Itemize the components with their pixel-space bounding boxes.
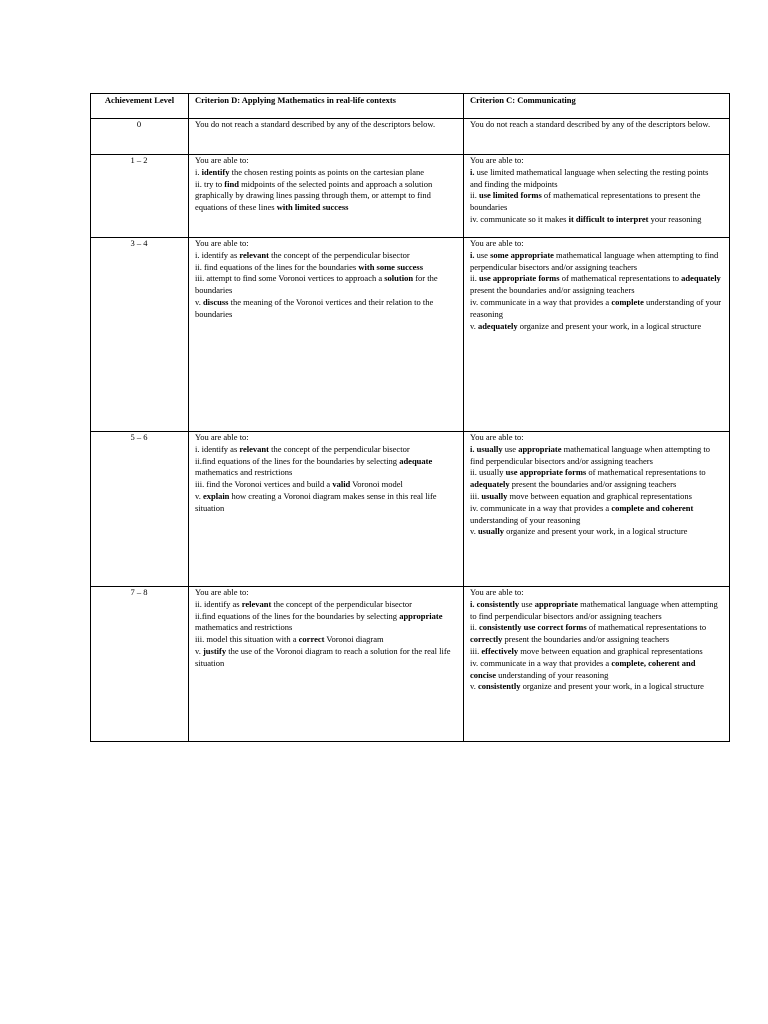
text-run: organize and present your work, in a logical structure xyxy=(503,526,688,537)
text-run: Voronoi diagram xyxy=(324,634,384,645)
descriptor-line xyxy=(470,190,722,214)
descriptor-line xyxy=(195,456,456,480)
descriptor-line xyxy=(195,491,456,515)
descriptor-line xyxy=(470,155,722,167)
bold-text: adequately xyxy=(470,479,510,490)
text-run: present the boundaries and/or assigning teachers xyxy=(470,285,635,296)
table-row xyxy=(91,119,730,155)
bold-text: justify xyxy=(202,645,227,656)
bold-text: identify xyxy=(201,166,230,177)
bold-text: usually xyxy=(477,526,504,537)
descriptor-line xyxy=(470,444,722,468)
bold-text: it difficult to interpret xyxy=(568,213,649,224)
text-run: iii. find the Voronoi vertices and build a xyxy=(195,479,333,490)
descriptor-line xyxy=(470,167,722,191)
rubric-table xyxy=(90,93,730,742)
bold-text: relevant xyxy=(241,598,272,609)
text-run: the concept of the perpendicular bisector xyxy=(268,249,410,260)
text-run: understanding of your reasoning xyxy=(470,514,581,525)
descriptor-line xyxy=(195,262,456,274)
descriptor-line xyxy=(470,432,722,444)
bold-text: discuss xyxy=(202,296,229,307)
bold-text: complete, coherent and concise xyxy=(470,657,696,680)
bold-text: correct xyxy=(298,634,325,645)
text-run: of mathematical representations to present the boundaries xyxy=(470,190,701,213)
text-run: iv. communicate in a way that provides a xyxy=(470,296,612,307)
descriptor-line xyxy=(470,503,722,527)
criterion-c-cell xyxy=(464,432,730,587)
text-run: of mathematical representations to xyxy=(586,622,707,633)
bold-text: with some success xyxy=(358,261,424,272)
criterion-d-cell xyxy=(189,119,464,155)
text-run: the concept of the perpendicular bisector xyxy=(271,598,413,609)
text-run: ii. xyxy=(470,273,479,284)
level-cell: 3 – 4 xyxy=(91,238,189,432)
bold-text: i. xyxy=(470,166,475,177)
bold-text: i. xyxy=(470,249,475,260)
bold-text: some appropriate xyxy=(490,249,554,260)
text-run: the meaning of the Voronoi vertices and their relation to the boundaries xyxy=(195,296,434,319)
descriptor-line xyxy=(470,681,722,693)
descriptor-line xyxy=(470,273,722,297)
bold-text: consistently xyxy=(477,681,521,692)
descriptor-line xyxy=(470,491,722,503)
descriptor-line xyxy=(470,238,722,250)
text-run: midpoints of the selected points and approach a solution graphically by drawing lines passing through them, or attempt to find equations of these lines xyxy=(195,178,433,213)
bold-text: find xyxy=(224,178,239,189)
text-run: use xyxy=(502,443,519,454)
text-run: v. xyxy=(470,320,478,331)
descriptor-line xyxy=(195,444,456,456)
text-run: v. xyxy=(470,681,478,692)
text-run: mathematics and restrictions xyxy=(195,467,293,478)
text-run: the use of the Voronoi diagram to reach a solution for the real life situation xyxy=(195,645,451,668)
criterion-c-cell xyxy=(464,155,730,238)
text-run: i. identify as xyxy=(195,249,240,260)
text-run: use xyxy=(519,598,535,609)
descriptor-line xyxy=(470,587,722,599)
text-run: iii. model this situation with a xyxy=(195,634,299,645)
text-run: You are able to: xyxy=(195,432,249,442)
table-row xyxy=(91,587,730,742)
descriptor-line xyxy=(470,250,722,274)
descriptor-line xyxy=(195,611,456,635)
descriptor-line xyxy=(195,479,456,491)
descriptor-line xyxy=(470,526,722,538)
criterion-d-cell xyxy=(189,587,464,742)
text-run: You are able to: xyxy=(195,155,249,165)
level-cell: 7 – 8 xyxy=(91,587,189,742)
text-run: v. xyxy=(195,296,203,307)
text-run: iv. communicate so it makes xyxy=(470,213,569,224)
text-run: iii. xyxy=(470,645,482,656)
bold-text: i. consistently xyxy=(470,598,520,609)
bold-text: solution xyxy=(384,273,414,284)
text-run: v. xyxy=(195,490,203,501)
bold-text: appropriate xyxy=(534,598,579,609)
text-run: iv. communicate in a way that provides a xyxy=(470,502,612,513)
bold-text: explain xyxy=(202,490,230,501)
header-criterion-d: Criterion D: Applying Mathematics in real-life contexts xyxy=(189,94,464,119)
bold-text: effectively xyxy=(481,645,519,656)
descriptor-line xyxy=(195,119,456,131)
criterion-d-cell xyxy=(189,432,464,587)
text-run: i. xyxy=(195,166,202,177)
text-run: mathematical language when attempting to find perpendicular bisectors and/or assigning teachers xyxy=(470,598,718,621)
descriptor-line xyxy=(470,214,722,226)
text-run: ii. identify as xyxy=(195,598,242,609)
descriptor-line xyxy=(470,321,722,333)
text-run: ii.find equations of the lines for the boundaries by selecting xyxy=(195,610,400,621)
text-run: of mathematical representations to xyxy=(586,467,706,478)
bold-text: complete xyxy=(611,296,644,307)
text-run: present the boundaries and/or assigning teachers xyxy=(509,479,677,490)
text-run: mathematical language when attempting to find perpendicular bisectors and/or assigning teachers xyxy=(470,443,710,466)
bold-text: consistently use correct forms xyxy=(478,622,587,633)
text-run: understanding of your reasoning xyxy=(495,669,609,680)
text-run: organize and present your work, in a logical structure xyxy=(520,681,704,692)
criterion-d-cell xyxy=(189,155,464,238)
text-run: You do not reach a standard described by any of the descriptors below. xyxy=(470,119,711,129)
text-run: move between equation and graphical representations xyxy=(507,490,692,501)
descriptor-line xyxy=(470,119,722,131)
header-criterion-c: Criterion C: Communicating xyxy=(464,94,730,119)
text-run: for the boundaries xyxy=(195,273,438,296)
descriptor-line xyxy=(195,167,456,179)
text-run: You are able to: xyxy=(470,238,524,248)
text-run: ii. xyxy=(470,190,479,201)
text-run: i. identify as xyxy=(195,443,240,454)
table-row xyxy=(91,155,730,238)
bold-text: i. usually xyxy=(470,443,503,454)
text-run: iii. xyxy=(470,490,482,501)
text-run: v. xyxy=(195,645,203,656)
descriptor-line xyxy=(195,238,456,250)
text-run: You are able to: xyxy=(195,238,249,248)
bold-text: adequate xyxy=(399,455,433,466)
text-run: the chosen resting points as points on the cartesian plane xyxy=(229,166,425,177)
descriptor-line xyxy=(470,467,722,491)
bold-text: use appropriate forms xyxy=(505,467,587,478)
bold-text: with limited success xyxy=(276,202,349,213)
criterion-c-cell xyxy=(464,587,730,742)
descriptor-line xyxy=(195,634,456,646)
text-run: move between equation and graphical representations xyxy=(518,645,703,656)
bold-text: valid xyxy=(332,479,351,490)
bold-text: adequately xyxy=(477,320,518,331)
level-cell: 0 xyxy=(91,119,189,155)
text-run: use xyxy=(474,249,491,260)
bold-text: usually xyxy=(481,490,508,501)
text-run: the concept of the perpendicular bisector xyxy=(268,443,410,454)
text-run: You are able to: xyxy=(470,587,524,597)
text-run: ii. xyxy=(470,622,479,633)
level-cell: 5 – 6 xyxy=(91,432,189,587)
table-row xyxy=(91,432,730,587)
bold-text: complete and coherent xyxy=(611,502,694,513)
text-run: Voronoi model xyxy=(350,479,403,490)
descriptor-line xyxy=(195,250,456,262)
descriptor-line xyxy=(195,587,456,599)
text-run: ii.find equations of the lines for the boundaries by selecting xyxy=(195,455,400,466)
text-run: You are able to: xyxy=(195,587,249,597)
text-run: mathematics and restrictions xyxy=(195,622,293,633)
bold-text: correctly xyxy=(470,634,503,645)
text-run: You are able to: xyxy=(470,432,524,442)
text-run: You do not reach a standard described by any of the descriptors below. xyxy=(195,119,436,129)
bold-text: relevant xyxy=(239,249,269,260)
criterion-d-cell xyxy=(189,238,464,432)
text-run: mathematical language when attempting to find perpendicular bisectors and/or assigning teachers xyxy=(470,249,719,272)
descriptor-line xyxy=(195,432,456,444)
descriptor-line xyxy=(195,155,456,167)
bold-text: appropriate xyxy=(518,443,562,454)
text-run: your reasoning xyxy=(648,213,702,224)
descriptor-line xyxy=(195,179,456,214)
descriptor-line xyxy=(470,599,722,623)
text-run: ii. find equations of the lines for the boundaries xyxy=(195,261,359,272)
descriptor-line xyxy=(195,273,456,297)
text-run: ii. try to xyxy=(195,178,225,189)
level-cell: 1 – 2 xyxy=(91,155,189,238)
text-run: present the boundaries and/or assigning teachers xyxy=(502,634,670,645)
criterion-c-cell xyxy=(464,119,730,155)
descriptor-line xyxy=(195,599,456,611)
descriptor-line xyxy=(195,297,456,321)
header-row xyxy=(91,94,730,119)
text-run: v. xyxy=(470,526,478,537)
bold-text: use limited forms xyxy=(478,190,542,201)
bold-text: relevant xyxy=(239,443,269,454)
descriptor-line xyxy=(470,622,722,646)
bold-text: adequately xyxy=(681,273,721,284)
descriptor-line xyxy=(470,658,722,682)
bold-text: appropriate xyxy=(399,610,443,621)
header-achievement-level: Achievement Level xyxy=(91,94,189,119)
text-run: iv. communicate in a way that provides a xyxy=(470,657,612,668)
text-run: of mathematical representations to xyxy=(559,273,682,284)
text-run: You are able to: xyxy=(470,155,524,165)
text-run: how creating a Voronoi diagram makes sense in this real life situation xyxy=(195,490,437,513)
text-run: use limited mathematical language when selecting the resting points and finding the midpoints xyxy=(470,166,709,189)
table-row xyxy=(91,238,730,432)
bold-text: use appropriate forms xyxy=(478,273,560,284)
text-run: understanding of your reasoning xyxy=(470,296,722,319)
text-run: organize and present your work, in a logical structure xyxy=(517,320,702,331)
text-run: iii. attempt to find some Voronoi vertices to approach a xyxy=(195,273,385,284)
descriptor-line xyxy=(195,646,456,670)
text-run: ii. usually xyxy=(470,467,506,478)
descriptor-line xyxy=(470,297,722,321)
descriptor-line xyxy=(470,646,722,658)
criterion-c-cell xyxy=(464,238,730,432)
